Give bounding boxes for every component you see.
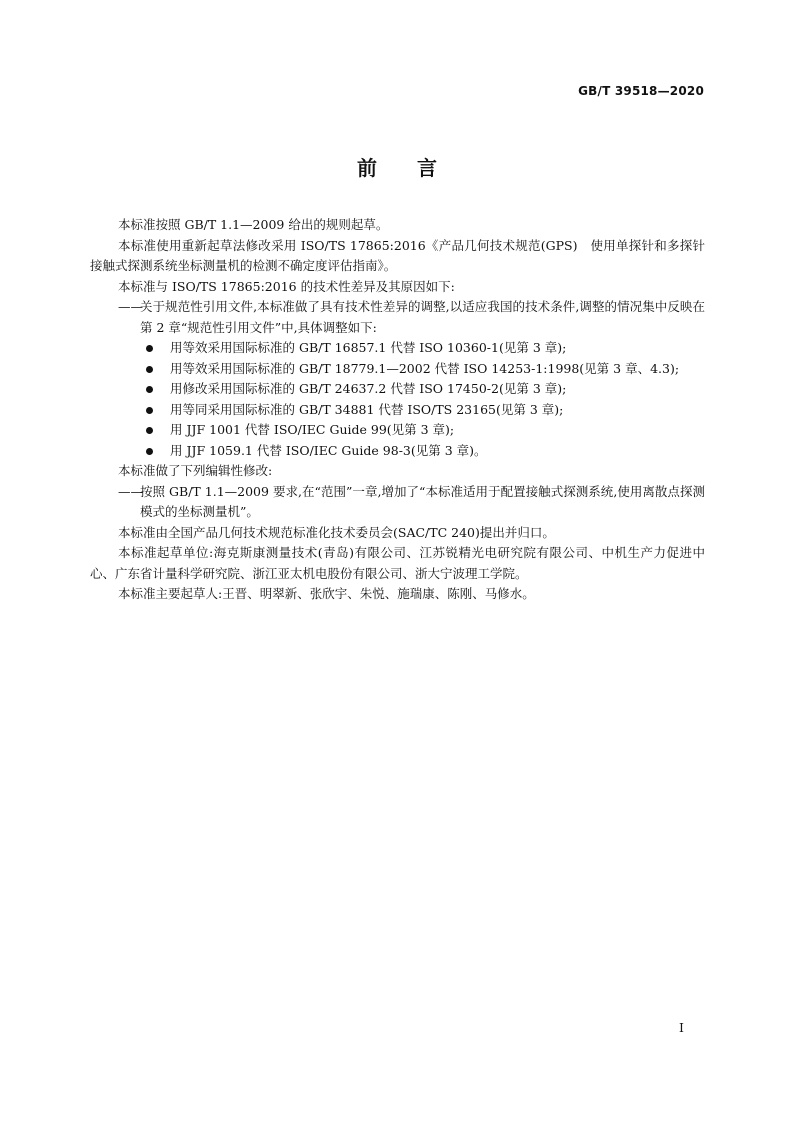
list-item-text: 用等同采用国际标准的 GB/T 34881 代替 ISO/TS 23165(见第 3 章); bbox=[170, 401, 564, 417]
dash-item-text: 关于规范性引用文件,本标准做了具有技术性差异的调整,以适应我国的技术条件,调整的情况集中反映在第 2 章“规范性引用文件”中,具体调整如下: bbox=[140, 299, 705, 335]
list-item bbox=[90, 359, 705, 380]
paragraph-adoption: 本标准使用重新起草法修改采用 ISO/TS 17865:2016《产品几何技术规范(GPS) 使用单探针和多探针接触式探测系统坐标测量机的检测不确定度评估指南》。 bbox=[90, 237, 705, 273]
list-item-text: 用等效采用国际标准的 GB/T 18779.1—2002 代替 ISO 14253-1:1998(见第 3 章、4.3); bbox=[170, 360, 680, 376]
list-item-text: 用修改采用国际标准的 GB/T 24637.2 代替 ISO 17450-2(见第 3 章); bbox=[170, 381, 567, 396]
bullet-icon bbox=[146, 345, 153, 352]
list-item-text: 用等效采用国际标准的 GB/T 16857.1 代替 ISO 10360-1(见第 3 章); bbox=[170, 340, 567, 355]
bullet-icon bbox=[146, 448, 153, 455]
bullet-icon bbox=[146, 407, 153, 414]
list-item-text: 用 JJF 1001 代替 ISO/IEC Guide 99(见第 3 章); bbox=[170, 422, 455, 437]
standard-number: GB/T 39518—2020 bbox=[578, 84, 704, 98]
paragraph-proposer: 本标准由全国产品几何技术规范标准化技术委员会(SAC/TC 240)提出并归口。 bbox=[118, 524, 555, 540]
paragraph-drafting-units: 本标准起草单位:海克斯康测量技术(青岛)有限公司、江苏锐精光电研究院有限公司、中机生产力促进中心、广东省计量科学研究院、浙江亚太机电股份有限公司、浙大宁波理工学院。 bbox=[90, 545, 705, 581]
paragraph-drafting-rules: 本标准按照 GB/T 1.1—2009 给出的规则起草。 bbox=[118, 217, 389, 232]
paragraph-drafters: 本标准主要起草人:王晋、明翠新、张欣宇、朱悦、施瑞康、陈刚、马修水。 bbox=[118, 586, 535, 601]
page-title: 前言 bbox=[357, 156, 477, 180]
dash-item-scope-change bbox=[90, 482, 705, 523]
list-item bbox=[90, 400, 705, 421]
bullet-icon bbox=[146, 366, 153, 373]
foreword-body bbox=[90, 215, 705, 605]
bullet-icon bbox=[146, 427, 153, 434]
page-number: I bbox=[679, 1020, 684, 1035]
dash-item-normative-references bbox=[90, 297, 705, 338]
list-item bbox=[90, 441, 705, 462]
paragraph-differences-intro: 本标准与 ISO/TS 17865:2016 的技术性差异及其原因如下: bbox=[118, 278, 455, 294]
list-item bbox=[90, 379, 705, 400]
dash-mark: —— bbox=[118, 299, 143, 314]
list-item bbox=[90, 338, 705, 359]
list-item bbox=[90, 420, 705, 441]
dash-mark: —— bbox=[118, 483, 143, 499]
dash-item-text: 按照 GB/T 1.1—2009 要求,在“范围”一章,增加了“本标准适用于配置接触式探测系统,使用离散点探测模式的坐标测量机”。 bbox=[140, 483, 705, 519]
paragraph-editorial-intro: 本标准做了下列编辑性修改: bbox=[118, 463, 273, 478]
list-item-text: 用 JJF 1059.1 代替 ISO/IEC Guide 98-3(见第 3 章)。 bbox=[170, 442, 487, 458]
bullet-icon bbox=[146, 386, 153, 393]
